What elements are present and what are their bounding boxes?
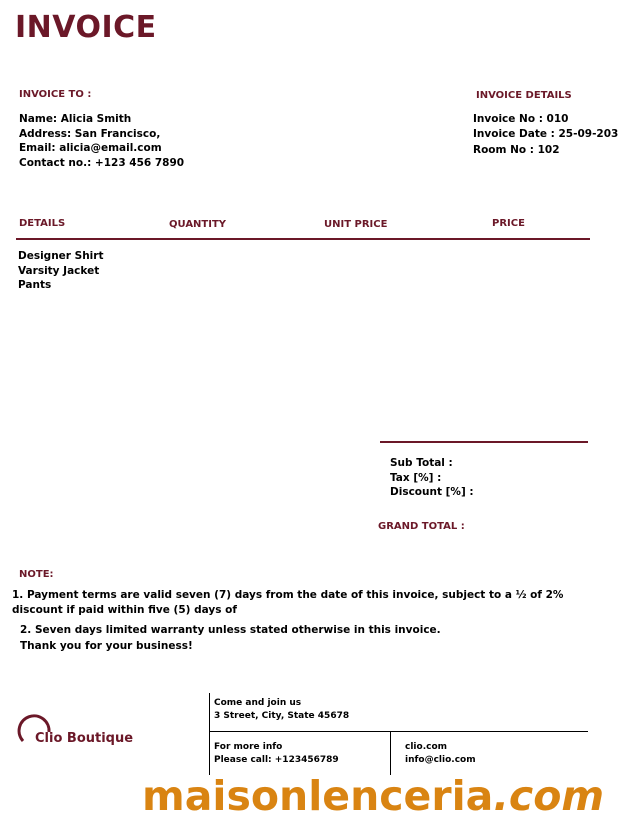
note-item-2: 2. Seven days limited warranty unless stated otherwise in this invoice.: [20, 624, 441, 636]
column-price: PRICE: [492, 218, 525, 229]
list-item: Varsity Jacket: [18, 264, 100, 277]
items-list: [18, 249, 103, 293]
info-phone: Please call: +123456789: [214, 754, 339, 765]
customer-email: Email: alicia@email.com: [19, 142, 162, 154]
invoice-date: Invoice Date : 25-09-203: [473, 127, 618, 140]
bill-to-block: [19, 112, 184, 170]
invoice-details-heading: INVOICE DETAILS: [476, 90, 572, 101]
info-block: [214, 741, 339, 766]
join-address: 3 Street, City, State 45678: [214, 710, 350, 721]
sub-total-label: Sub Total :: [390, 457, 453, 469]
room-number: Room No : 102: [473, 144, 560, 156]
note-heading: NOTE:: [19, 569, 54, 580]
brand-name: Clio Boutique: [35, 731, 134, 746]
list-item: Designer Shirt: [18, 250, 104, 262]
thank-you-note: Thank you for your business!: [20, 640, 193, 652]
watermark-main: maisonlenceria: [142, 772, 494, 820]
join-block: [214, 697, 349, 722]
watermark-text: [142, 772, 604, 820]
footer-divider-left: [209, 693, 210, 775]
list-item: Pants: [18, 279, 52, 291]
discount-label: Discount [%] :: [390, 486, 474, 498]
info-title: For more info: [214, 742, 283, 752]
tax-label: Tax [%] :: [390, 471, 442, 484]
footer-divider-middle: [209, 731, 588, 732]
column-details: DETAILS: [19, 218, 66, 229]
web-block: [405, 741, 476, 766]
column-unit-price: UNIT PRICE: [324, 219, 388, 230]
invoice-details-block: [473, 112, 618, 158]
website-link[interactable]: clio.com: [405, 742, 448, 752]
email-link[interactable]: info@clio.com: [405, 754, 476, 765]
table-header-rule: [16, 238, 590, 240]
join-title: Come and join us: [214, 698, 302, 708]
customer-address: Address: San Francisco,: [19, 127, 161, 140]
column-quantity: QUANTITY: [169, 219, 227, 230]
customer-contact: Contact no.: +123 456 7890: [19, 156, 185, 169]
totals-block: [390, 456, 474, 500]
invoice-to-heading: INVOICE TO :: [19, 89, 92, 100]
note-item-1: 1. Payment terms are valid seven (7) days from the date of this invoice, subject to a ½ of 2% discount if paid within five (5) days of: [12, 589, 564, 616]
footer-divider-right: [390, 731, 391, 775]
customer-name: Name: Alicia Smith: [19, 113, 132, 125]
totals-rule: [380, 441, 588, 443]
invoice-title: INVOICE: [15, 10, 157, 45]
grand-total-label: GRAND TOTAL :: [378, 521, 465, 532]
invoice-number: Invoice No : 010: [473, 113, 569, 125]
watermark-tld: .com: [493, 772, 605, 820]
